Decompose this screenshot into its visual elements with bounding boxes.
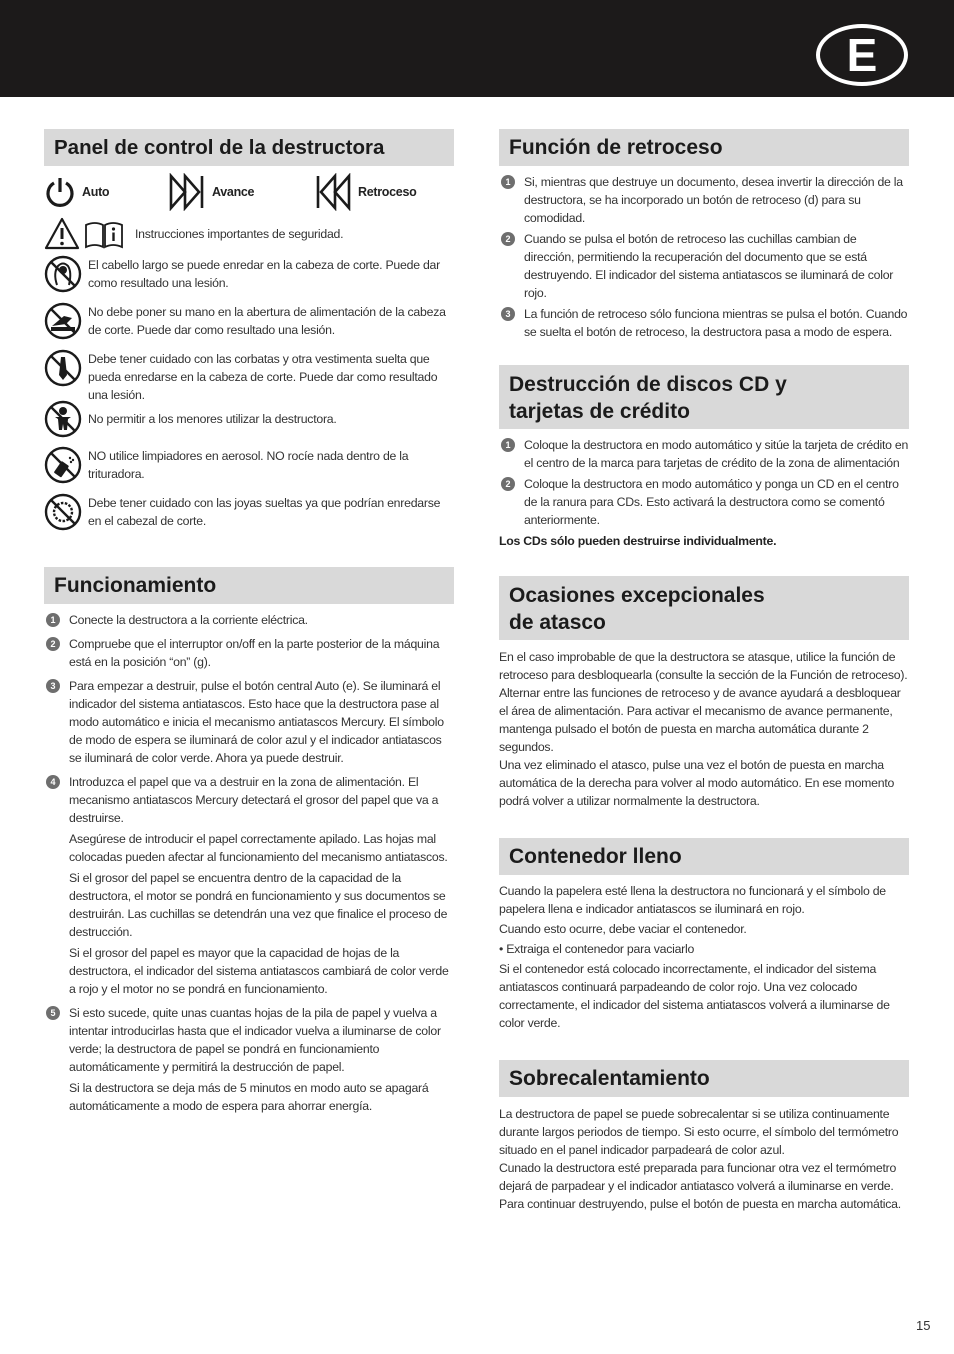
aerosol-warning-icon: [44, 446, 82, 484]
full-bin-paragraph: Cuando la papelera esté llena la destructora no funcionará y el símbolo de papelera llena e indicador antiatascos se iluminará en rojo.: [499, 884, 886, 916]
step-text: Conecte la destructora a la corriente eléctrica.: [69, 613, 308, 627]
cd-cards-step: [501, 436, 909, 472]
operation-step: [46, 611, 454, 632]
long-hair-warning-icon: [44, 255, 82, 293]
operation-step: [46, 773, 454, 1001]
overheat-paragraph: Cunado la destructora esté preparada para funcionar otra vez el termómetro dejará de parpadear y el indicador antiatasco volverá a iluminarse en verde. Para continuar destruyendo, pulse el botón de puesta en marcha automática.: [499, 1161, 901, 1211]
overheat-body: [499, 1105, 909, 1213]
jam-heading: [499, 576, 909, 640]
step-number: 3: [501, 307, 515, 321]
warning-long-hair: [44, 255, 454, 299]
page-number: 15: [916, 1318, 931, 1333]
reverse-steps: [501, 173, 909, 341]
forward-icon: [168, 173, 206, 211]
legend-forward-label: Avance: [212, 185, 255, 199]
jam-heading-line2: de atasco: [509, 611, 606, 634]
jam-paragraph: En el caso improbable de que la destructora se atasque, utilice la función de retroceso para desbloquearla (consulte la sección de la Función de retroceso).: [499, 650, 908, 682]
cd-cards-heading: [499, 365, 909, 429]
language-badge: E: [816, 24, 908, 86]
step-number: 1: [501, 175, 515, 189]
reverse-step: [501, 173, 909, 227]
warning-tie-text: Debe tener cuidado con las corbatas y otra vestimenta suelta que pueda enredarse en la cabeza de corte. Puede dar como resultado una lesión.: [88, 352, 438, 402]
warning-jewelry: [44, 493, 454, 537]
cd-cards-steps: [501, 436, 909, 529]
control-panel-heading: Panel de control de la destructora: [44, 129, 454, 166]
jam-heading-line1: Ocasiones excepcionales: [509, 584, 765, 607]
cd-note: Los CDs sólo pueden destruirse individualmente.: [499, 534, 777, 548]
step-number: 1: [501, 438, 515, 452]
control-panel-legend: [44, 170, 454, 214]
overheat-heading: Sobrecalentamiento: [499, 1060, 909, 1097]
warning-long-hair-text: El cabello largo se puede enredar en la cabeza de corte. Puede dar como resultado una lesión.: [88, 258, 440, 290]
child-warning-icon: [44, 400, 82, 438]
step-number: 4: [46, 775, 60, 789]
step-text: Introduzca el papel que va a destruir en la zona de alimentación. El mecanismo antiatascos Mercury detectará el grosor del papel que va a destruirse.: [69, 775, 439, 825]
step-number: 2: [501, 477, 515, 491]
safety-intro-row: [44, 217, 454, 251]
warning-tie: [44, 349, 454, 402]
jam-body: [499, 648, 909, 810]
step-text: Si el grosor del papel se encuentra dentro de la capacidad de la destructora, el motor se pondrá en funcionamiento y sus documentos se destruirán. Las cuchillas se detendrán una vez que finalice el proceso de destrucción.: [69, 871, 448, 939]
reverse-heading: Función de retroceso: [499, 129, 909, 166]
jewelry-warning-icon: [44, 493, 82, 531]
step-text: Coloque la destructora en modo automático y sitúe la tarjeta de crédito en el centro de la marca para tarjetas de crédito de la zona de alimentación: [524, 438, 909, 470]
full-bin-paragraph: Cuando esto ocurre, debe vaciar el contenedor.: [499, 922, 747, 936]
header-bar: [0, 0, 954, 97]
left-column: [44, 129, 454, 1121]
cd-cards-step: [501, 475, 909, 529]
operation-step: [46, 677, 454, 770]
reverse-icon: [314, 173, 352, 211]
reverse-step: [501, 230, 909, 302]
step-text: Si esto sucede, quite unas cuantas hojas de la pila de papel y vuelva a intentar introducirlas hasta que el indicador vuelva a iluminarse de color verde; la destructora de papel se pondrá en funcionamiento automáticamente y permitirá la destrucción de papel.: [69, 1006, 441, 1074]
legend-forward: [168, 173, 314, 211]
warning-hand-text: No debe poner su mano en la abertura de alimentación de la cabeza de corte. Puede dar como resultado una lesión.: [88, 305, 446, 337]
cd-cards-heading-line2: tarjetas de crédito: [509, 400, 690, 423]
step-number: 1: [46, 613, 60, 627]
step-number: 2: [46, 637, 60, 651]
power-icon: [44, 175, 76, 209]
step-text: Si, mientras que destruye un documento, desea invertir la dirección de la destructora, se ha incorporado un botón de retroceso (d) para su comodidad.: [524, 175, 903, 225]
legend-auto: [44, 175, 168, 209]
operation-heading: Funcionamiento: [44, 567, 454, 604]
jam-paragraph: Alternar entre las funciones de retroceso y de avance ayudará a desbloquear el área de alimentación. Para activar el mecanismo de avance permanente, mantenga pulsado el botón de puesta en marcha automática durante 2 segundos.: [499, 686, 901, 754]
safety-intro-text: Instrucciones importantes de seguridad.: [135, 227, 344, 241]
reverse-step: [501, 305, 909, 341]
legend-reverse: [314, 173, 416, 211]
operation-step: [46, 1004, 454, 1118]
full-bin-heading: Contenedor lleno: [499, 838, 909, 875]
operation-step: [46, 635, 454, 674]
operation-steps: [46, 611, 454, 1118]
step-number: 2: [501, 232, 515, 246]
step-text: Coloque la destructora en modo automático y ponga un CD en el centro de la ranura para CDs. Esto activará la destructora como se comentó anteriormente.: [524, 477, 899, 527]
step-text: Para empezar a destruir, pulse el botón central Auto (e). Se iluminará el indicador del sistema antiatascos. Esto hace que la destructora pase al modo automático e inicia el mecanismo antiatascos Mercury. El símbolo de modo de espera se iluminará de color azul y el indicador antiatascos se iluminará de color verde. Ahora ya puede destruir.: [69, 679, 444, 765]
caution-triangle-icon: [44, 217, 80, 251]
jam-paragraph: Una vez eliminado el atasco, pulse una vez el botón de puesta en marcha automática de la derecha para volver al modo automático. En ese momento podrá volver a utilizar normalmente la destructora.: [499, 758, 895, 808]
step-text: La función de retroceso sólo funciona mientras se pulsa el botón. Cuando se suelta el botón de retroceso, la destructora pasa a modo de espera.: [524, 307, 908, 339]
legend-auto-label: Auto: [82, 185, 110, 199]
warning-jewelry-text: Debe tener cuidado con las joyas sueltas ya que podrían enredarse en el cabezal de corte.: [88, 496, 441, 528]
read-manual-icon: [84, 219, 124, 249]
step-text: Compruebe que el interruptor on/off en la parte posterior de la máquina está en la posición “on” (g).: [69, 637, 440, 669]
step-number: 5: [46, 1006, 60, 1020]
tie-warning-icon: [44, 349, 82, 387]
cd-cards-heading-line1: Destrucción de discos CD y: [509, 373, 787, 396]
warning-aerosol: [44, 443, 454, 487]
overheat-paragraph: La destructora de papel se puede sobrecalentar si se utiliza continuamente durante largos periodos de tiempo. Si esto ocurre, el símbolo del termómetro situado en el panel indicador parpadeará de color azul.: [499, 1107, 899, 1157]
warning-hand: [44, 302, 454, 348]
full-bin-body: [499, 882, 909, 1032]
full-bin-bullet: • Extraiga el contenedor para vaciarlo: [499, 942, 695, 956]
hand-warning-icon: [44, 302, 82, 340]
warning-child-text: No permitir a los menores utilizar la destructora.: [88, 412, 337, 426]
step-number: 3: [46, 679, 60, 693]
step-text: Cuando se pulsa el botón de retroceso las cuchillas cambian de dirección, permitiendo la recuperación del documento que se está destruyendo. El indicador del sistema antiatascos se iluminará de color rojo.: [524, 232, 894, 300]
legend-reverse-label: Retroceso: [358, 185, 417, 199]
step-text: Si la destructora se deja más de 5 minutos en modo auto se apagará automáticamente a modo de espera para ahorrar energía.: [69, 1081, 429, 1113]
step-text: Si el grosor del papel es mayor que la capacidad de hojas de la destructora, el indicador del sistema antiatascos cambiará de color verde a rojo y el motor no se pondrá en funcionamiento.: [69, 946, 449, 996]
warning-aerosol-text: NO utilice limpiadores en aerosol. NO rocíe nada dentro de la trituradora.: [88, 449, 409, 481]
full-bin-paragraph: Si el contenedor está colocado incorrectamente, el indicador del sistema antiatascos continuará parpadeando de color rojo. Una vez colocado correctamente, el indicador del sistema antiatascos volverá a iluminarse de color verde.: [499, 962, 890, 1030]
right-column: [499, 129, 909, 1213]
step-text: Asegúrese de introducir el papel correctamente apilado. Las hojas mal colocadas pueden afectar al funcionamiento del mecanismo antiatascos.: [69, 832, 448, 864]
